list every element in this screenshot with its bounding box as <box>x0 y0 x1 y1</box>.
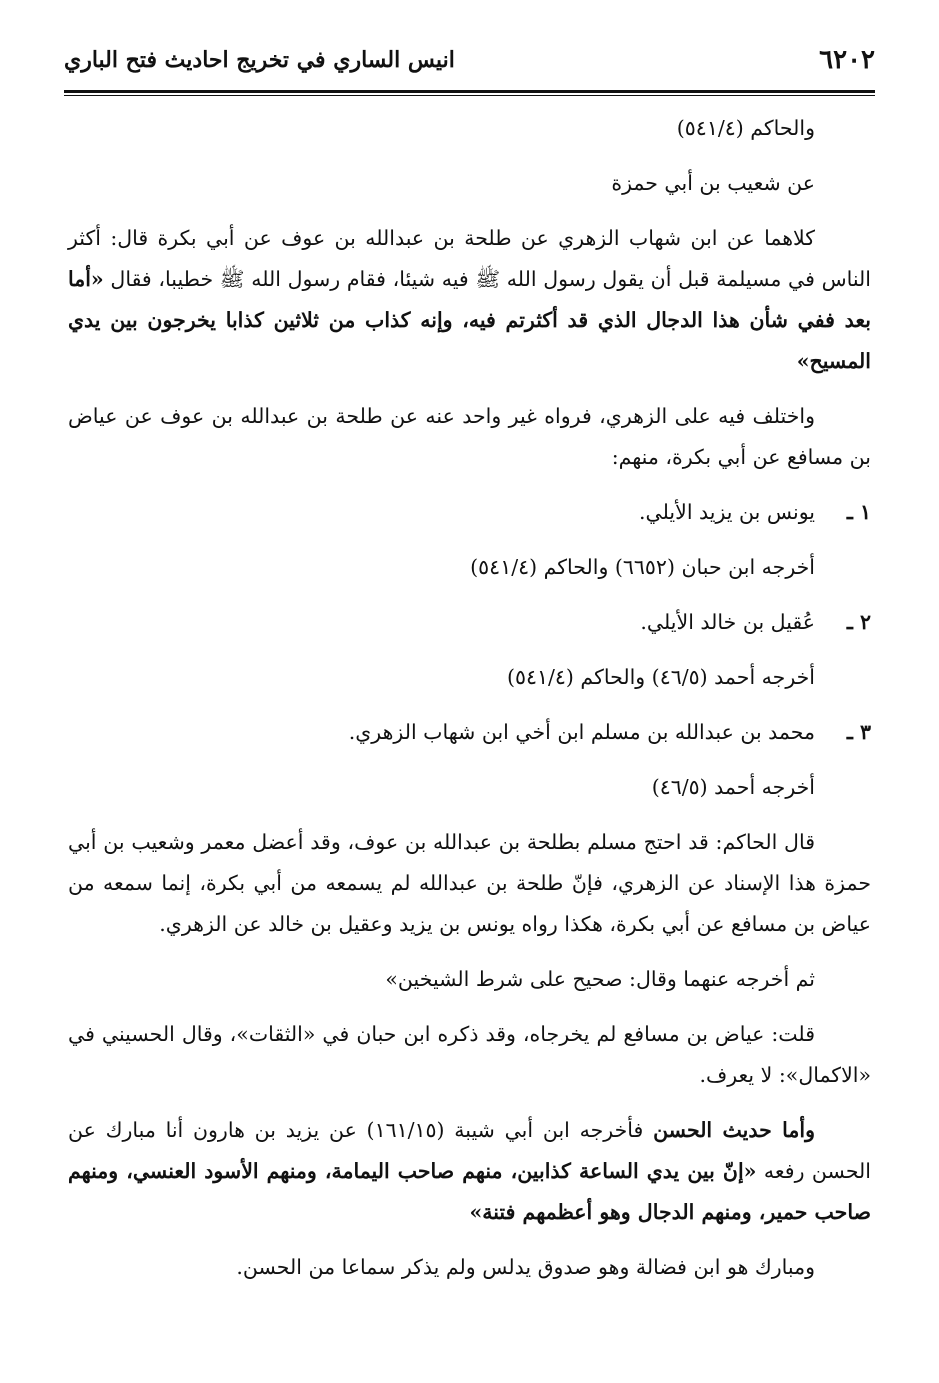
running-title: انيس الساري في تخريج احاديث فتح الباري <box>64 47 455 73</box>
paragraph-4: واختلف فيه على الزهري، فرواه غير واحد عنه عن طلحة بن عبدالله بن عوف عن عياض بن مسافع عن أبي بكرة، منهم: <box>68 404 871 469</box>
item-number: ١ ـ <box>846 500 871 524</box>
paragraph-5: قال الحاكم: قد احتج مسلم بطلحة بن عبدالله بن عوف، وقد أعضل معمر وشعيب بن أبي حمزة هذا الإسناد عن الزهري، فإنّ طلحة بن عبدالله لم يسمعه من أبي بكرة، إنما سمعه من عياض بن مسافع عن أبي بكرة، هكذا رواه يونس بن يزيد وعقيل بن خالد عن الزهري. <box>68 830 871 936</box>
header-rule <box>64 90 875 93</box>
main-text <box>68 108 871 1288</box>
item-name: محمد بن عبدالله بن مسلم ابن أخي ابن شهاب الزهري. <box>348 720 815 744</box>
paragraph-6: ثم أخرجه عنهما وقال: صحيح على شرط الشيخين» <box>385 967 815 991</box>
paragraph-8 <box>68 1110 871 1233</box>
section-lead: وأما حديث الحسن <box>653 1118 815 1142</box>
paragraph-3-text: كلاهما عن ابن شهاب الزهري عن طلحة بن عبدالله بن عوف عن أبي بكرة قال: أكثر الناس في مسيلمة قبل أن يقول رسول الله ﷺ فيه شيئا، فقام رسول الله ﷺ خطيبا، فقال <box>68 226 871 291</box>
item-name: عُقيل بن خالد الأيلي. <box>640 610 815 634</box>
item-reference: أخرجه أحمد (٤٦/٥) والحاكم (٥٤١/٤) <box>506 665 815 689</box>
paragraph-1: والحاكم (٥٤١/٤) <box>676 116 815 140</box>
paragraph-8-text: فأخرجه ابن أبي شيبة (١٦١/١٥) عن يزيد بن هارون أنا مبارك عن الحسن رفعه <box>68 1118 871 1183</box>
item-reference: أخرجه أحمد (٤٦/٥) <box>651 775 815 799</box>
header-rule-thin <box>64 95 875 96</box>
paragraph-3 <box>68 218 871 382</box>
hadith-quote-1: «أما بعد ففي شأن هذا الدجال الذي قد أكثرتم فيه، وإنه كذاب من ثلاثين كذابا يخرجون بين يدي المسيح» <box>68 267 871 373</box>
paragraph-9: ومبارك هو ابن فضالة وهو صدوق يدلس ولم يذكر سماعا من الحسن. <box>236 1255 815 1279</box>
page-number: ٦٢٠٢ <box>819 45 875 75</box>
item-number: ٢ ـ <box>846 610 871 634</box>
paragraph-7: قلت: عياض بن مسافع لم يخرجاه، وقد ذكره ابن حبان في «الثقات»، وقال الحسيني في «الاكمال»: لا يعرف. <box>68 1022 871 1087</box>
item-name: يونس بن يزيد الأيلي. <box>639 500 815 524</box>
paragraph-2: عن شعيب بن أبي حمزة <box>611 171 815 195</box>
list-item <box>68 602 871 643</box>
page-header <box>64 36 875 84</box>
list-item <box>68 712 871 753</box>
item-number: ٣ ـ <box>846 720 871 744</box>
list-item <box>68 492 871 533</box>
hadith-quote-2: «إنّ بين يدي الساعة كذابين، منهم صاحب اليمامة، ومنهم الأسود العنسي، ومنهم صاحب حمير، ومنهم الدجال وهو أعظمهم فتنة» <box>68 1159 871 1224</box>
item-reference: أخرجه ابن حبان (٦٦٥٢) والحاكم (٥٤١/٤) <box>470 555 815 579</box>
